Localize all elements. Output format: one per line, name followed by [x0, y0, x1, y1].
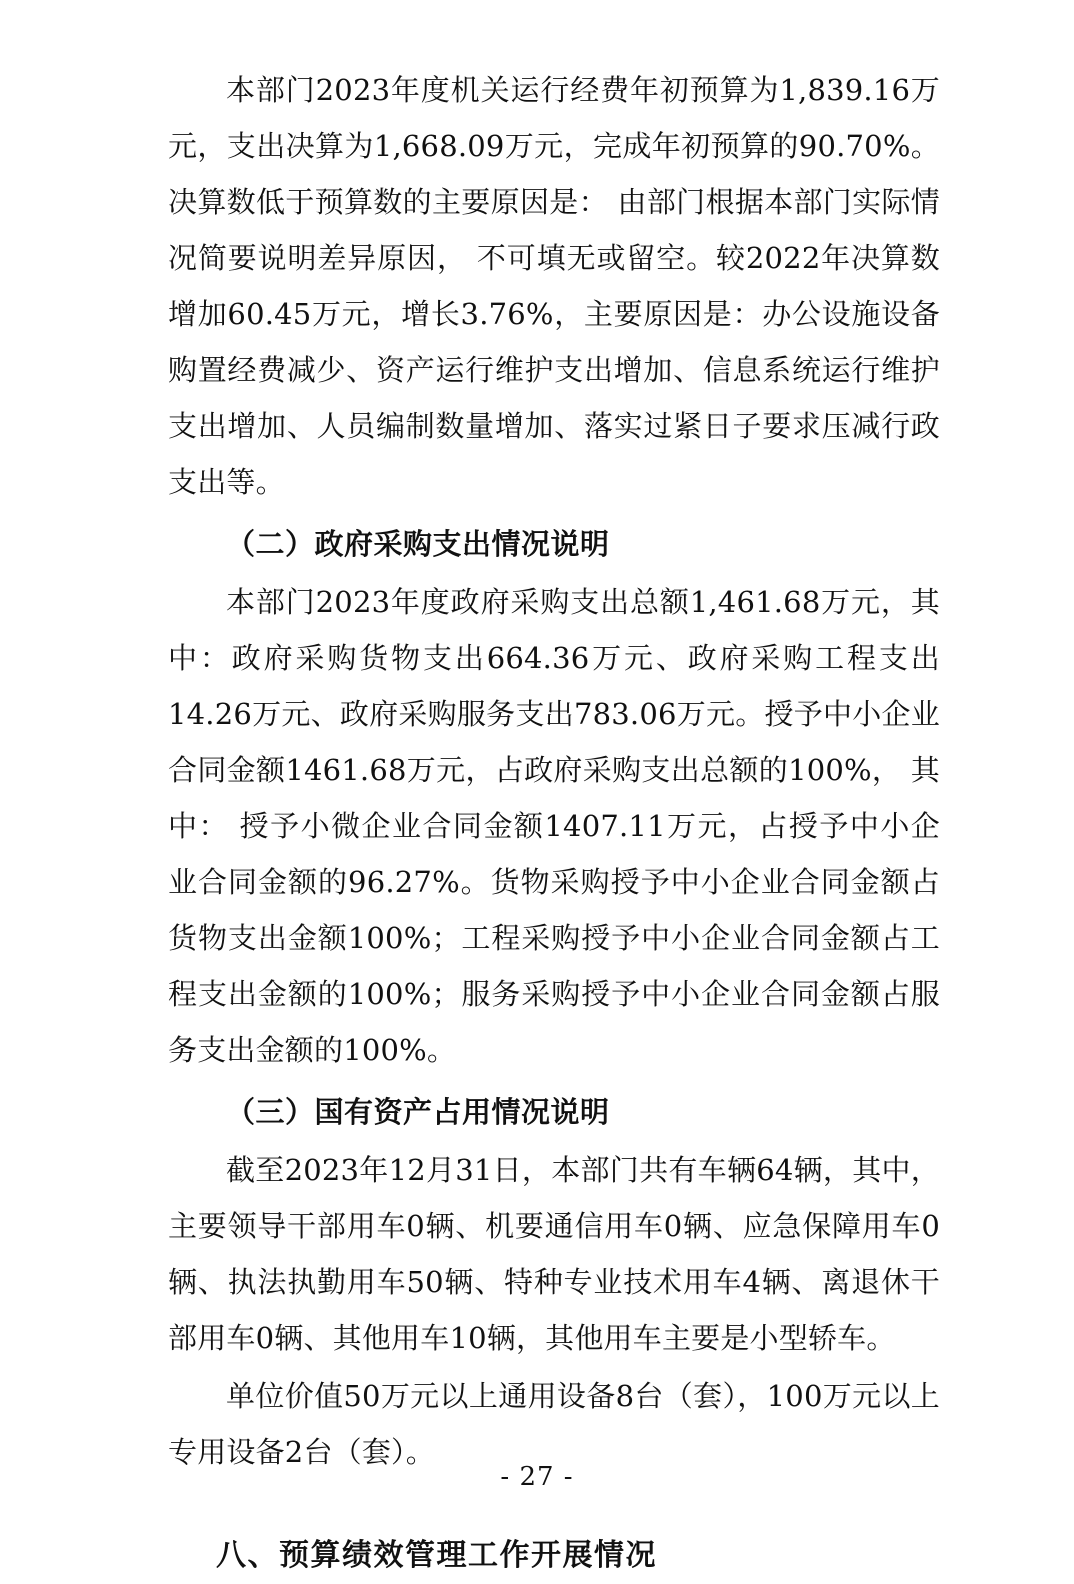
heading-budget-performance-management: 八、预算绩效管理工作开展情况 — [216, 1538, 657, 1573]
paragraph-government-procurement: 本部门2023年度政府采购支出总额1,461.68万元，其中：政府采购货物支出664.36万元、政府采购工程支出14.26万元、政府采购服务支出783.06万元。授予中小企业合同金额1461.68万元，占政府采购支出总额的100%， 其中： 授予小微企业合同金额1407.11万元，占授予中小企业合同金额的96.27%。货物采购授予中小企业合同金额占货物支出金额100%；工程采购授予中小企业合同金额占工程支出金额的100%；服务采购授予中小企业合同金额占服务支出金额的100%。 — [168, 585, 940, 1067]
page-content — [168, 62, 940, 1584]
paragraph-equipment: 单位价值50万元以上通用设备8台（套），100万元以上专用设备2台（套）。 — [168, 1379, 940, 1469]
heading-government-procurement: （二）政府采购支出情况说明 — [226, 527, 610, 561]
paragraph-operating-expenses: 本部门2023年度机关运行经费年初预算为1,839.16万元，支出决算为1,668.09万元，完成年初预算的90.70%。决算数低于预算数的主要原因是： 由部门根据本部门实际情况简要说明差异原因， 不可填无或留空。较2022年决算数增加60.45万元，增长3.76%，主要原因是：办公设施设备购置经费减少、资产运行维护支出增加、信息系统运行维护支出增加、人员编制数量增加、落实过紧日子要求压减行政支出等。 — [168, 73, 940, 499]
page-number: - 27 - — [500, 1462, 574, 1492]
heading-state-owned-assets: （三）国有资产占用情况说明 — [226, 1095, 610, 1129]
paragraph-vehicles: 截至2023年12月31日，本部门共有车辆64辆，其中，主要领导干部用车0辆、机要通信用车0辆、应急保障用车0辆、执法执勤用车50辆、特种专业技术用车4辆、离退休干部用车0辆、其他用车10辆，其他用车主要是小型轿车。 — [168, 1153, 940, 1355]
